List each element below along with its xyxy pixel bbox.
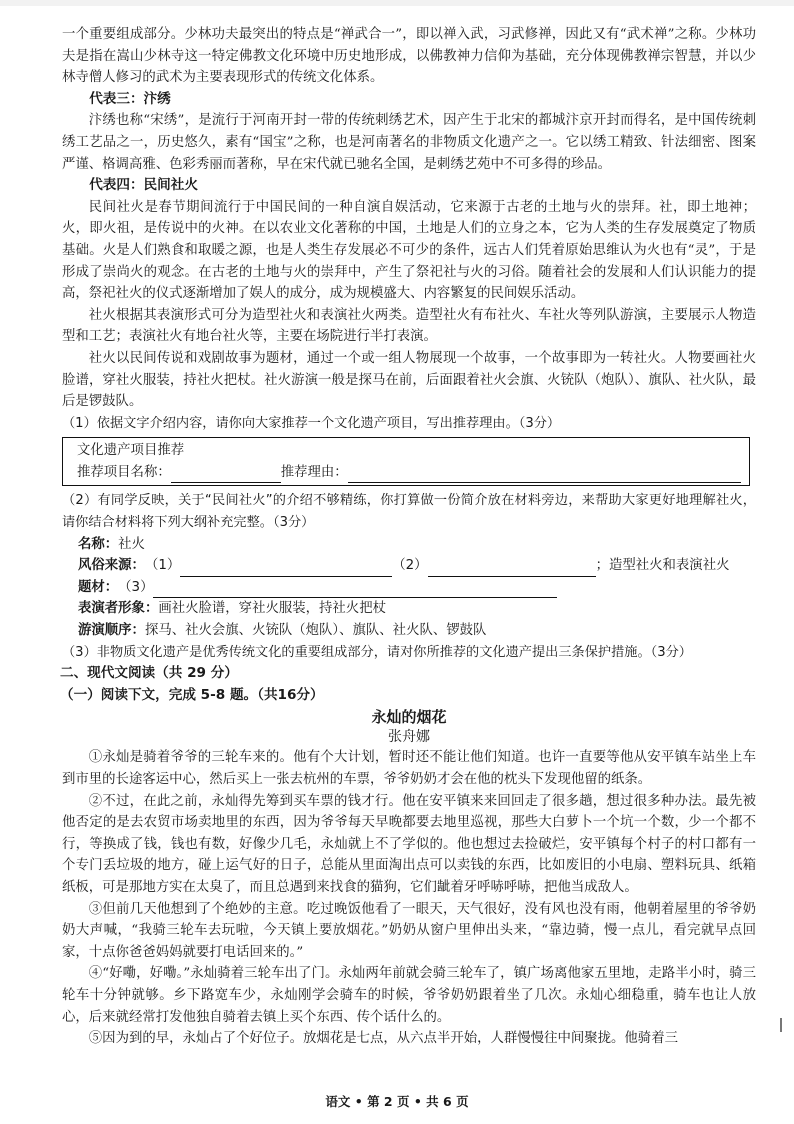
top-edge [0, 0, 794, 6]
story-paragraph-2: ②不过，在此之前，永灿得先筹到买车票的钱才行。他在安平镇来来回回走了很多趟，想过很多种办法。最先被他否定的是去农贸市场卖地里的东西，因为爷爷每天早晚都要去地里巡视，那些大白萝卜一个坑一个数，少一个都不行，等换成了钱，钱也有数，好像少几毛，永灿就上不了学似的。他也想过去捡破烂，安平镇每个村子的村口都有一个专门丢垃圾的地方，碰上运气好的日子，总能从里面淘出点可以卖钱的东西，比如废旧的小电扇、塑料玩具、纸箱纸板，可是那地方实在太臭了，而且总遇到来找食的猫狗，它们龇着牙呼哧呼哧，把他当成敌人。 [62, 793, 756, 895]
outline-theme-label: 题材： [78, 579, 119, 595]
recommendation-box-title: 文化遗产项目推荐 [77, 443, 185, 459]
blank-1-label: （1） [144, 558, 181, 574]
question-2: （2）有同学反映，关于“民间社火”的介绍不够精练，你打算做一份简介放在材料旁边，来帮助大家更好地理解社火，请你结合材料将下列大纲补充完整。（3分） [62, 493, 756, 531]
recommendation-row [77, 462, 741, 484]
project-name-label: 推荐项目名称： [77, 464, 171, 480]
outline-performer-value: 画社火脸谱，穿社火服装，持社火把杖 [158, 601, 386, 617]
story-paragraph-5: ⑤因为到的早，永灿占了个好位子。放烟花是七点，从六点半开始，人群慢慢往中间聚拢。他骑着三 [88, 1031, 678, 1047]
outline-name-label: 名称： [78, 536, 119, 552]
blank-3-label: （3） [118, 579, 154, 595]
outline-order-label: 游演顺序： [78, 623, 145, 639]
reason-label: 推荐理由： [280, 464, 348, 480]
outline-source-label: 风俗来源： [78, 558, 145, 574]
recommendation-box [62, 437, 750, 486]
outline-source-row [62, 555, 756, 577]
story-paragraph-1: ①永灿是骑着爷爷的三轮车来的。他有个大计划，暂时还不能让他们知道。也许一直要等他从安平镇车站坐上车到市里的长途客运中心，然后买上一张去杭州的车票，爷爷奶奶才会在他的枕头下发现他留的纸条。 [62, 750, 756, 787]
rep3-heading: 代表三：汴绣 [89, 90, 171, 107]
rep4-paragraph-2: 社火根据其表演形式可分为造型社火和表演社火两类。造型社火有布社火、车社火等列队游演，主要展示人物造型和工艺；表演社火有地台社火等，主要在场院进行半打表演。 [62, 307, 756, 345]
blank-3[interactable] [153, 581, 557, 598]
type-suffix: ；造型社火和表演社火 [595, 558, 730, 574]
story-paragraph-4: ④“好嘞，好嘞。”永灿骑着三轮车出了门。永灿两年前就会骑三轮车了，镇广场离他家五里地，走路半小时，骑三轮车十分钟就够。乡下路宽车少，永灿刚学会骑车的时候，爷爷奶奶跟着坐了几次。永灿心细稳重，骑车也让人放心，后来就经常打发他独自骑着去镇上买个东西、传个话什么的。 [62, 966, 756, 1025]
rep4-paragraph-1: 民间社火是春节期间流行于中国民间的一种自演自娱活动，它来源于古老的土地与火的崇拜。社，即土地神；火，即火祖，是传说中的火神。在以农业文化著称的中国，土地是人们的立身之本，它为人类的生存发展奠定了物质基础。火是人们熟食和取暖之源，也是人类生存发展必不可少的条件，远古人们凭着原始思维认为火也有“灵”，于是形成了崇尚火的观念。在古老的土地与火的崇拜中，产生了祭祀社与火的习俗。随着社会的发展和人们认识能力的提高，祭祀社火的仪式逐渐增加了娱人的成分，成为规模盛大、内容繁复的民间娱乐活动。 [62, 199, 756, 302]
outline-theme-row [62, 577, 756, 599]
outline-performer-row [62, 598, 756, 620]
rep3-body: 汴绣也称“宋绣”，是流行于河南开封一带的传统刺绣艺术，因产生于北宋的都城汴京开封而得名，是中国传统刺绣工艺品之一，历史悠久，素有“国宝”之称，也是河南著名的非物质文化遗产之一。它以绣工精致、针法细密、图案严谨、格调高雅、色彩秀丽而著称，早在宋代就已驰名全国，是刺绣艺苑中不可多得的珍品。 [62, 113, 756, 172]
blank-1[interactable] [180, 560, 392, 577]
story-author: 张舟娜 [388, 729, 430, 746]
intro-paragraph: 一个重要组成部分。少林功夫最突出的特点是“禅武合一”，即以禅入武，习武修禅，因此又有“武术禅”之称。少林功夫是指在嵩山少林寺这一特定佛教文化环境中历史地形成，以佛教神力信仰为基础，充分体现佛教禅宗智慧，并以少林寺僧人修习的武术为主要表现形式的传统文化体系。 [62, 27, 756, 86]
outline-name-value: 社火 [118, 536, 145, 552]
outline-performer-label: 表演者形象： [78, 601, 159, 617]
section-2-subheading: （一）阅读下文，完成 5-8 题。（共16分） [60, 686, 324, 703]
outline-order-value: 探马、社火会旗、火铳队（炮队）、旗队、社火队、锣鼓队 [144, 623, 487, 639]
outline-block [62, 534, 756, 642]
outline-order-row [62, 620, 756, 642]
project-name-blank[interactable] [171, 466, 281, 483]
story-title: 永灿的烟花 [371, 708, 447, 727]
page-footer: 语文 • 第 2 页 • 共 6 页 [325, 1094, 469, 1109]
blank-2-label: （2） [392, 558, 428, 574]
page-content [62, 24, 756, 1050]
section-2-heading: 二、现代文阅读（共 29 分） [60, 665, 238, 682]
story-paragraph-3: ③但前几天他想到了个绝妙的主意。吃过晚饭他看了一眼天，天气很好，没有风也没有雨，他朝着屋里的爷爷奶奶大声喊，“我骑三轮车去玩啦，今天镇上要放烟花。”奶奶从窗户里伸出头来，“靠边骑，慢一点儿，看完就早点回家，十点你爸爸妈妈就要打电话回来的。” [62, 901, 756, 960]
margin-mark [780, 1018, 782, 1032]
rep4-heading: 代表四：民间社火 [89, 177, 198, 194]
rep4-paragraph-3: 社火以民间传说和戏剧故事为题材，通过一个或一组人物展现一个故事，一个故事即为一转社火。人物要画社火脸谱，穿社火服装，持社火把杖。社火游演一般是探马在前，后面跟着社火会旗、火铳队（炮队）、旗队、社火队，最后是锣鼓队。 [62, 350, 756, 410]
blank-2[interactable] [428, 560, 596, 577]
question-3: （3）非物质文化遗产是优秀传统文化的重要组成部分，请对你所推荐的文化遗产提出三条保护措施。（3分） [62, 644, 692, 660]
reason-blank[interactable] [348, 466, 741, 483]
question-1: （1）依据文字介绍内容，请你向大家推荐一个文化遗产项目，写出推荐理由。（3分） [62, 415, 561, 431]
outline-name-row [62, 534, 756, 556]
